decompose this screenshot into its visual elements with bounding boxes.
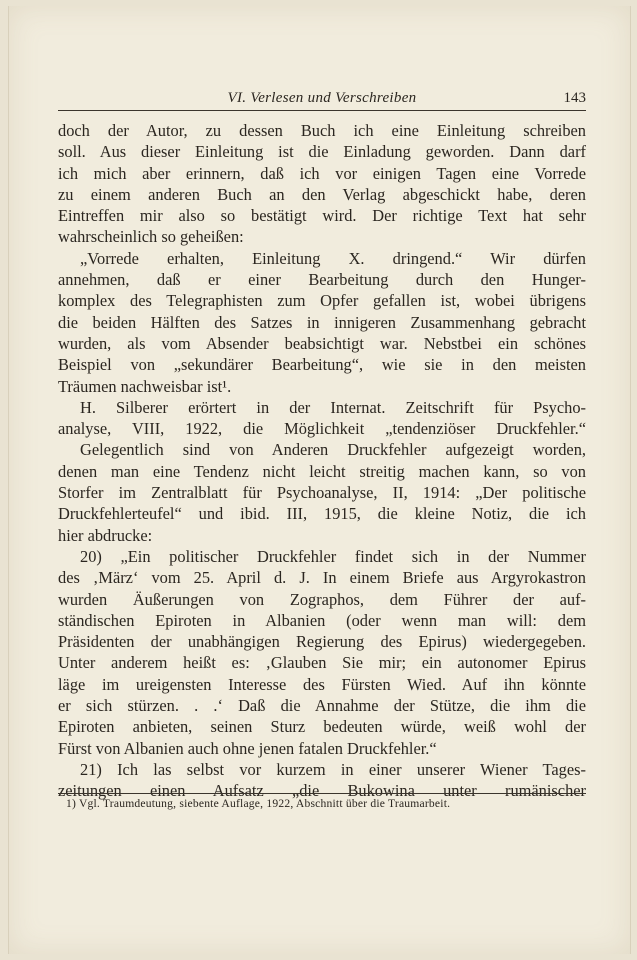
text-line: die beiden Hälften des Satzes in innigeren Zusammenhang gebracht — [58, 312, 586, 332]
text-line: er sich stürzen. . .‘ Daß die Annahme der Stütze, die ihm die — [58, 696, 586, 716]
text-line: Präsidenten der unabhängigen Regierung des Epirus) wiedergegeben. — [58, 632, 586, 652]
page-number: 143 — [563, 90, 586, 106]
text-line: zu einem anderen Buch an den Verlag abgeschickt habe, deren — [58, 184, 586, 204]
text-line: Druckfehlerteufel“ und ibid. III, 1915, die kleine Notiz, die ich — [58, 504, 586, 524]
text-line: soll. Aus dieser Einleitung ist die Einladung geworden. Dann darf — [58, 142, 586, 162]
page-header — [58, 88, 586, 111]
running-title: VI. Verlesen und Verschreiben — [227, 90, 417, 106]
text-line: 20) „Ein politischer Druckfehler findet sich in der Nummer — [80, 546, 586, 566]
text-line: annehmen, daß er einer Bearbeitung durch den Hunger- — [58, 270, 586, 290]
text-line: Gelegentlich sind von Anderen Druckfehler aufgezeigt worden, — [80, 440, 586, 460]
text-line: Träumen nachweisbar ist¹. — [58, 376, 232, 396]
text-line: komplex des Telegraphisten zum Opfer gefallen ist, wobei übrigens — [58, 291, 586, 311]
footnote: 1) Vgl. Traumdeutung, siebente Auflage, 1922, Abschnitt über die Traumarbeit. — [66, 797, 451, 810]
text-line: Eintreffen mir also so bestätigt wird. Der richtige Text hat sehr — [58, 206, 586, 226]
text-line: analyse, VIII, 1922, die Möglichkeit „tendenziöser Druckfehler.“ — [58, 419, 586, 439]
text-line: zeitungen einen Aufsatz „die Bukowina unter rumänischer — [58, 781, 586, 801]
text-line: ständischen Epiroten in Albanien (oder wenn man will: dem — [58, 610, 586, 630]
text-line: hier abdrucke: — [58, 525, 153, 545]
text-line: des ‚März‘ vom 25. April d. J. In einem Briefe aus Argyrokastron — [58, 568, 586, 588]
text-line: Unter anderem heißt es: ‚Glauben Sie mir; ein autonomer Epirus — [58, 653, 586, 673]
text-line: Epiroten anbieten, seinen Sturz bedeuten würde, weiß wohl der — [58, 717, 586, 737]
text-line: Fürst von Albanien auch ohne jenen fatalen Druckfehler.“ — [58, 738, 437, 758]
text-line: „Vorrede erhalten, Einleitung X. dringend.“ Wir dürfen — [80, 248, 586, 268]
text-line: Beispiel von „sekundärer Bearbeitung“, wie sie in den meisten — [58, 355, 586, 375]
footnote-divider — [58, 793, 586, 794]
text-line: doch der Autor, zu dessen Buch ich eine Einleitung schreiben — [58, 121, 586, 140]
text-line: läge im ureigensten Interesse des Fürsten Wied. Auf ihn könnte — [58, 674, 586, 694]
text-line: wurden, als vom Absender beabsichtigt war. Nebstbei ein schönes — [58, 333, 586, 353]
text-line: 21) Ich las selbst vor kurzem in einer unserer Wiener Tages- — [80, 759, 586, 779]
text-line: ich mich aber erinnern, daß ich vor einigen Tagen eine Vorrede — [58, 163, 586, 183]
text-line: wahrscheinlich so geheißen: — [58, 227, 244, 247]
text-line: H. Silberer erörtert in der Internat. Zeitschrift für Psycho- — [80, 397, 586, 417]
body-text — [58, 120, 586, 802]
text-line: denen man eine Tendenz nicht leicht streitig machen kann, so von — [58, 461, 586, 481]
text-line: wurden Äußerungen von Zographos, dem Führer der auf- — [58, 589, 586, 609]
text-line: Storfer im Zentralblatt für Psychoanalyse, II, 1914: „Der politische — [58, 483, 586, 503]
